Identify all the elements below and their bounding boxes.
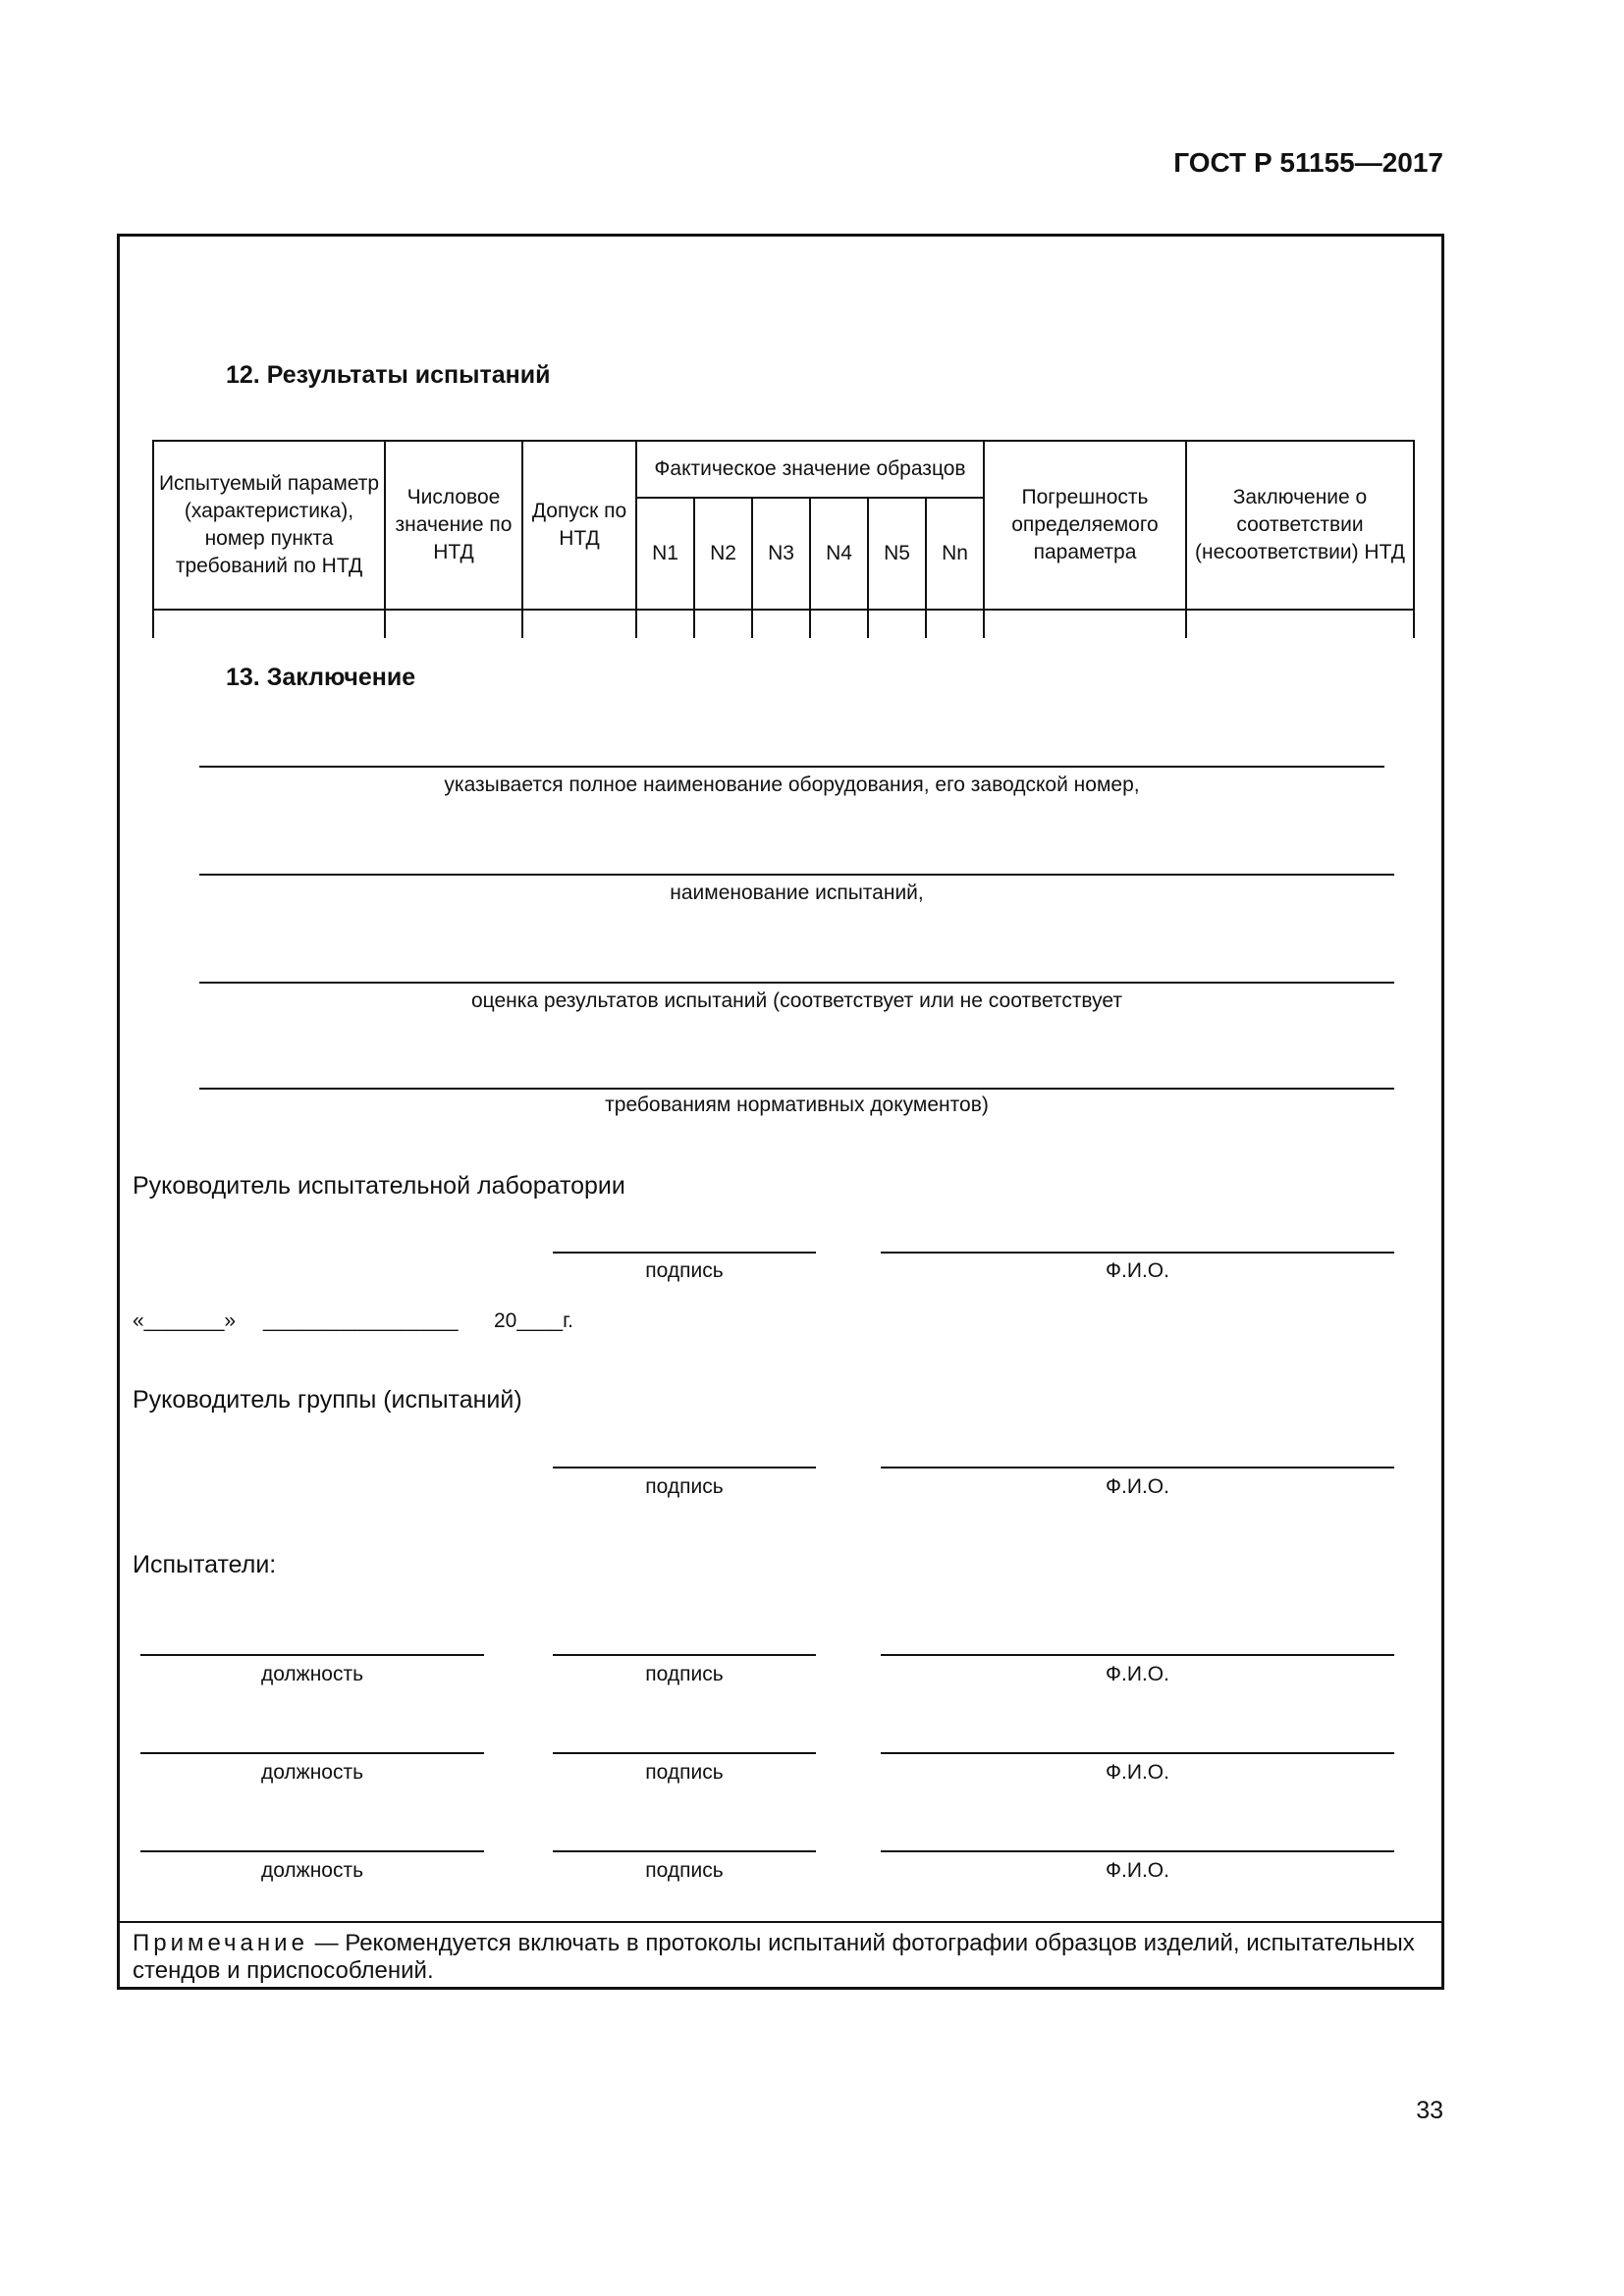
col-header-sample: N2 [694, 498, 752, 610]
col-header-actual-value: Фактическое значение образцов [636, 441, 984, 498]
col-header-conclusion: Заключение о соответствии (несоответствии) НТД [1186, 441, 1414, 610]
conclusion-line [199, 982, 1394, 984]
signature-caption: подпись [645, 1859, 724, 1882]
section-12-title: 12. Результаты испытаний [226, 361, 551, 389]
signature-caption: подпись [645, 1259, 724, 1282]
note [133, 1930, 1429, 1985]
name-line [881, 1752, 1394, 1754]
name-line [881, 1467, 1394, 1468]
date-month: _________________ [263, 1309, 459, 1332]
table-cell [636, 610, 694, 638]
date-day: «_______» [133, 1309, 237, 1332]
col-header-sample: N5 [868, 498, 926, 610]
col-header-sample: N1 [636, 498, 694, 610]
col-header-tolerance: Допуск по НТД [522, 441, 636, 610]
signature-caption: подпись [645, 1761, 724, 1784]
position-line [140, 1654, 484, 1656]
name-caption: Ф.И.О. [1106, 1761, 1169, 1784]
table-cell [926, 610, 984, 638]
position-line [140, 1752, 484, 1754]
position-caption: должность [260, 1663, 364, 1685]
table-cell [810, 610, 868, 638]
group-head-label: Руководитель группы (испытаний) [133, 1386, 522, 1414]
name-caption: Ф.И.О. [1106, 1663, 1169, 1685]
name-line [881, 1654, 1394, 1656]
signature-line [553, 1752, 816, 1754]
table-row [153, 610, 1414, 638]
name-line [881, 1850, 1394, 1852]
table-cell [752, 610, 810, 638]
results-table [152, 440, 1415, 638]
col-header-sample: N4 [810, 498, 868, 610]
page-number: 33 [1416, 2097, 1443, 2124]
name-caption: Ф.И.О. [1106, 1259, 1169, 1282]
date-year: 20____г. [494, 1309, 574, 1332]
conclusion-line [199, 874, 1394, 876]
conclusion-caption: наименование испытаний, [670, 881, 924, 904]
lab-head-label: Руководитель испытательной лаборатории [133, 1172, 625, 1200]
table-cell [868, 610, 926, 638]
signature-caption: подпись [645, 1475, 724, 1498]
note-label: Примечание [133, 1930, 308, 1956]
col-header-sample: Nn [926, 498, 984, 610]
table-cell [1186, 610, 1414, 638]
col-header-parameter: Испытуемый параметр (характеристика), номер пункта требований по НТД [153, 441, 385, 610]
note-text: — Рекомендуется включать в протоколы испытаний фотографии образцов изделий, испытательных стендов и приспособлений. [133, 1930, 1415, 1984]
col-header-sample: N3 [752, 498, 810, 610]
table-cell [522, 610, 636, 638]
conclusion-caption: оценка результатов испытаний (соответствует или не соответствует [470, 989, 1122, 1012]
signature-line [553, 1654, 816, 1656]
col-header-value: Числовое значение по НТД [385, 441, 522, 610]
position-caption: должность [260, 1761, 364, 1784]
signature-line [553, 1467, 816, 1468]
testers-label: Испытатели: [133, 1551, 277, 1578]
conclusion-line [199, 1088, 1394, 1090]
conclusion-caption: указывается полное наименование оборудования, его заводской номер, [444, 774, 1140, 796]
signature-line [553, 1850, 816, 1852]
position-line [140, 1850, 484, 1852]
table-cell [694, 610, 752, 638]
conclusion-line [199, 766, 1384, 768]
note-divider [117, 1921, 1444, 1923]
conclusion-caption: требованиям нормативных документов) [605, 1094, 989, 1116]
table-cell [984, 610, 1186, 638]
document-code: ГОСТ Р 51155—2017 [1173, 147, 1443, 178]
signature-line [553, 1252, 816, 1254]
signature-caption: подпись [645, 1663, 724, 1685]
table-cell [153, 610, 385, 638]
name-caption: Ф.И.О. [1106, 1859, 1169, 1882]
section-13-title: 13. Заключение [226, 664, 416, 691]
position-caption: должность [260, 1859, 364, 1882]
name-caption: Ф.И.О. [1106, 1475, 1169, 1498]
col-header-error: Погрешность определяемого параметра [984, 441, 1186, 610]
name-line [881, 1252, 1394, 1254]
table-cell [385, 610, 522, 638]
